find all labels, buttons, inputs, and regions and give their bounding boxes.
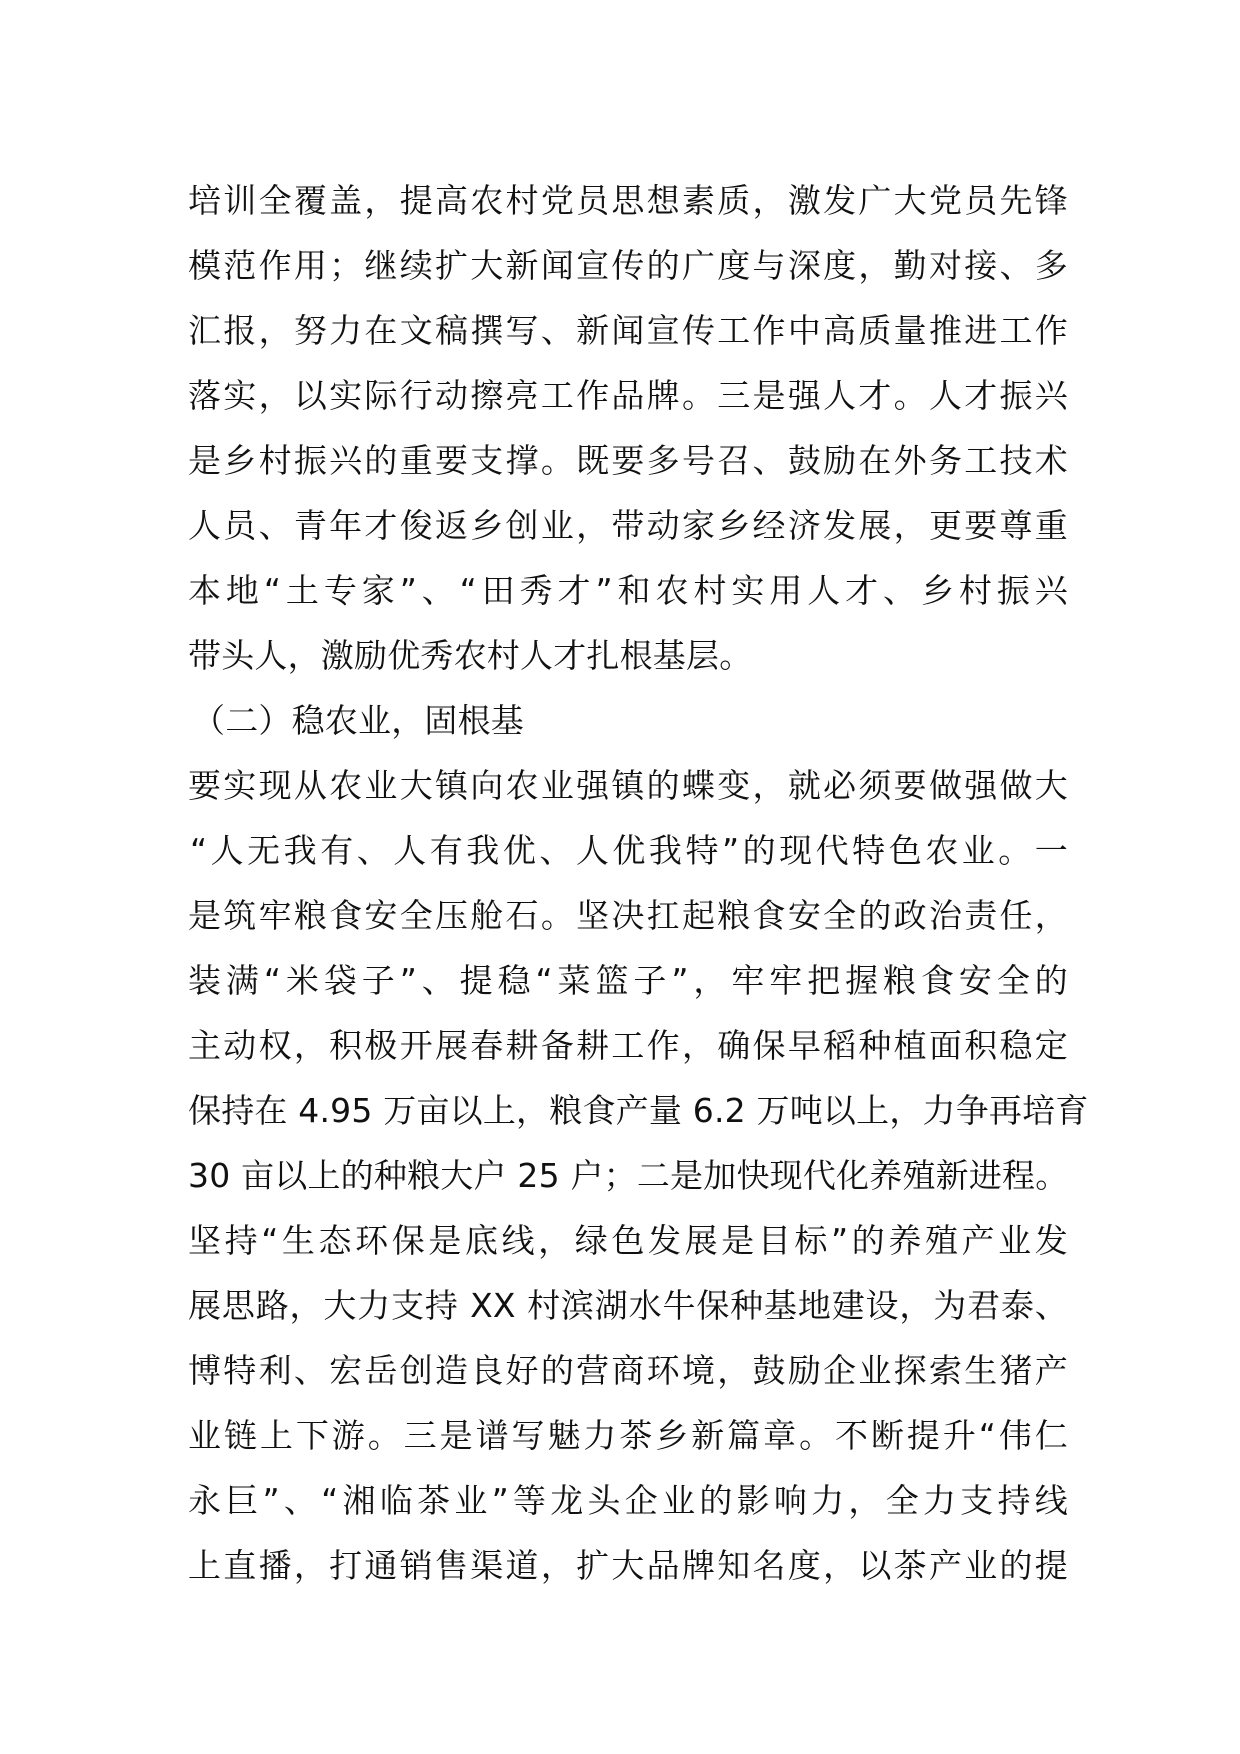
section-heading: （二）稳农业，固根基 — [192, 701, 524, 740]
body-line: 主动权，积极开展春耕备耕工作，确保早稻种植面积稳定 — [188, 1026, 1068, 1065]
body-line: 上直播，打通销售渠道，扩大品牌知名度，以茶产业的提 — [188, 1546, 1068, 1585]
body-line: 要实现从农业大镇向农业强镇的蝶变，就必须要做强做大 — [188, 766, 1068, 805]
body-line: 培训全覆盖，提高农村党员思想素质，激发广大党员先锋 — [188, 181, 1068, 220]
body-line: 业链上下游。三是谱写魅力茶乡新篇章。不断提升“伟仁 — [188, 1416, 1068, 1455]
body-line: 保持在 4.95 万亩以上，粮食产量 6.2 万吨以上，力争再培育 — [188, 1091, 1089, 1130]
body-line: 博特利、宏岳创造良好的营商环境，鼓励企业探索生猪产 — [188, 1351, 1068, 1390]
body-line-paragraph-end: 带头人，激励优秀农村人才扎根基层。 — [188, 636, 753, 675]
body-line: 模范作用；继续扩大新闻宣传的广度与深度，勤对接、多 — [188, 246, 1068, 285]
body-line: 汇报，努力在文稿撰写、新闻宣传工作中高质量推进工作 — [188, 311, 1068, 350]
body-line: 是筑牢粮食安全压舱石。坚决扛起粮食安全的政治责任， — [188, 896, 1068, 935]
body-line: 落实，以实际行动擦亮工作品牌。三是强人才。人才振兴 — [188, 376, 1068, 415]
body-line: 坚持“生态环保是底线，绿色发展是目标”的养殖产业发 — [188, 1221, 1068, 1260]
body-line: 永巨”、“湘临茶业”等龙头企业的影响力，全力支持线 — [188, 1481, 1068, 1520]
document-body — [188, 168, 1089, 1598]
body-line: 是乡村振兴的重要支撑。既要多号召、鼓励在外务工技术 — [188, 441, 1068, 480]
body-line: “人无我有、人有我优、人优我特”的现代特色农业。一 — [190, 831, 1068, 870]
body-line: 30 亩以上的种粮大户 25 户；二是加快现代化养殖新进程。 — [188, 1156, 1069, 1195]
body-line: 展思路，大力支持 XX 村滨湖水牛保种基地建设，为君泰、 — [188, 1286, 1068, 1325]
body-line: 装满“米袋子”、提稳“菜篮子”，牢牢把握粮食安全的 — [188, 961, 1068, 1000]
body-line: 本地“土专家”、“田秀才”和农村实用人才、乡村振兴 — [188, 571, 1068, 610]
body-line: 人员、青年才俊返乡创业，带动家乡经济发展，更要尊重 — [188, 506, 1068, 545]
